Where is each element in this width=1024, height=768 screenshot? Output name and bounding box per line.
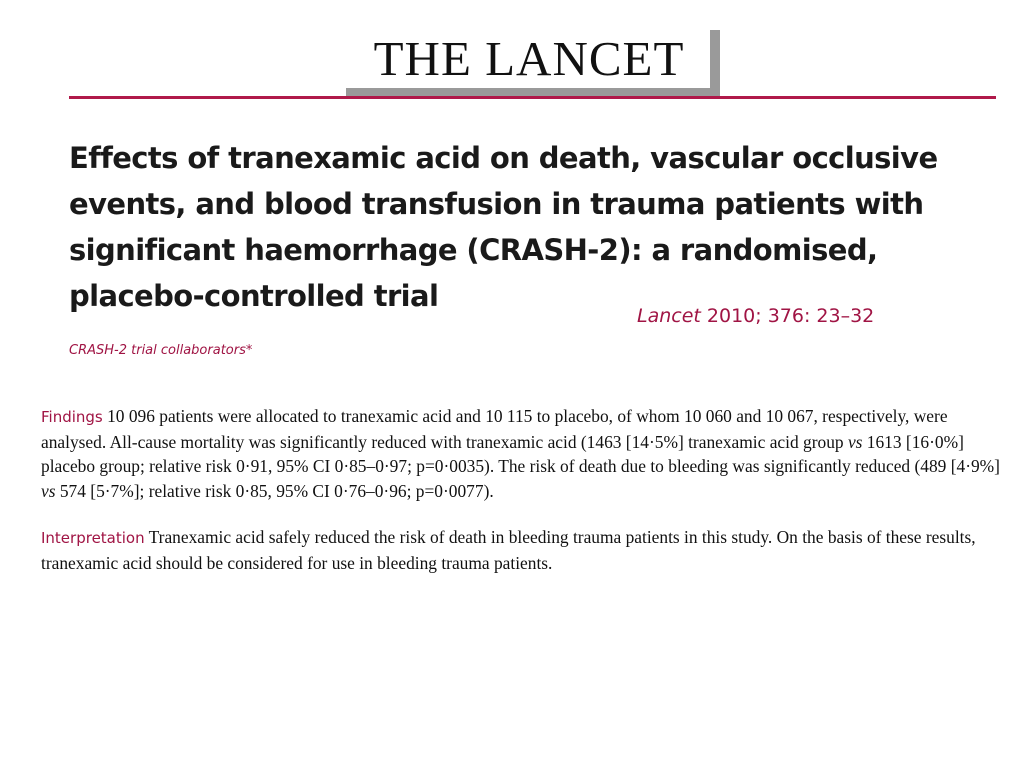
citation-journal: Lancet [637,305,701,327]
findings-label: Findings [41,408,103,426]
findings-vs-2: vs [41,480,56,501]
citation [637,305,874,327]
interpretation-text: Tranexamic acid safely reduced the risk of death in bleeding trauma patients in this study. On the basis of these results, tranexamic acid should be considered for use in bleeding trauma patients. [41,527,976,573]
header-divider [69,96,996,99]
journal-logo: THE LANCET [373,31,685,86]
findings-vs-1: vs [847,431,863,452]
citation-reference: 2010; 376: 23–32 [700,305,875,327]
findings-text-2: 1613 [16·0%] placebo group; relative risk 0·91, 95% CI 0·85–0·97; p=0·0035). The risk of death due to bleeding was significantly reduced (489 [4·9%] [41,431,1000,476]
paper-title: Effects of tranexamic acid on death, vascular occlusive events, and blood transfusion in trauma patients with significant haemorrhage (CRASH-2): a randomised, placebo-controlled trial [69,141,938,313]
findings-text-3: 574 [5·7%]; relative risk 0·85, 95% CI 0·76–0·96; p=0·0077). [55,480,494,501]
masthead-box [346,30,710,88]
findings-paragraph [41,404,1011,503]
interpretation-label: Interpretation [41,529,145,547]
findings-text-1: 10 096 patients were allocated to tranexamic acid and 10 115 to placebo, of whom 10 060 and 10 067, respectively, were analysed. All-cause mortality was significantly reduced with tranexamic acid (1463 [14·5%] tranexamic acid group [41,406,948,452]
interpretation-paragraph [41,525,1011,575]
author-line: CRASH-2 trial collaborators* [69,343,253,358]
journal-masthead [346,30,720,98]
